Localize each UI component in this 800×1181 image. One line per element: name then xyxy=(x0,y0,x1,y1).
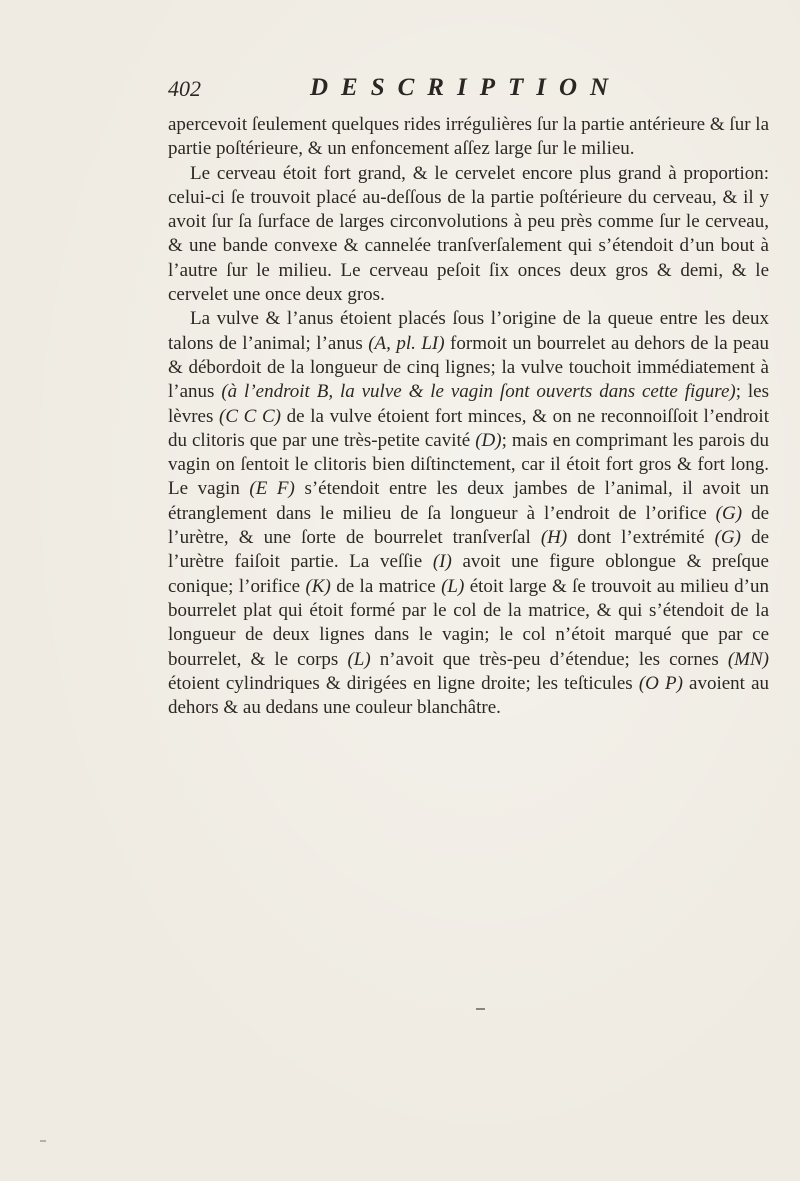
text-run: s’étendoit entre les deux jambes de l’animal, il avoit un étranglement dans le milieu de ſa longueur à l’endroit de l’orifice xyxy=(168,478,769,524)
print-mark xyxy=(476,1008,485,1010)
paragraph-2 xyxy=(168,162,769,308)
figure-reference: (G) xyxy=(715,502,743,524)
figure-reference: (O P) xyxy=(638,672,683,694)
paragraph-3 xyxy=(168,307,769,720)
text-run: avoient au dehors & au dedans une couleur blanchâtre. xyxy=(168,672,770,719)
figure-reference: (C C C) xyxy=(219,405,282,427)
corner-mark xyxy=(40,1140,46,1142)
text-run: n’avoit que très-peu d’étendue; les cornes xyxy=(370,648,728,670)
figure-reference: (L) xyxy=(347,648,371,670)
text-run: formoit un bourrelet au dehors de la peau & débordoit de la longueur de cinq lignes; la vulve touchoit immédiatement à l’anus xyxy=(168,332,770,403)
text-run: étoit large & ſe trouvoit au milieu d’un bourrelet plat qui étoit formé par le col de la matrice, & qui s’étendoit de la longueur de deux lignes dans le vagin; le col n’étoit marqué que par ce bourrelet, & le corps xyxy=(168,575,769,670)
figure-reference: (D) xyxy=(475,429,502,451)
text-run: ; mais en comprimant les parois du vagin on ſentoit le clitoris bien diſtinctement, car il étoit fort gros & fort long. Le vagin xyxy=(168,429,769,500)
figure-reference: (E F) xyxy=(249,478,295,500)
paragraph-1 xyxy=(168,113,769,162)
text-run: de l’urètre, & une ſorte de bourrelet tranſverſal xyxy=(168,502,770,549)
body-text xyxy=(168,113,769,720)
text-run: ; les lèvres xyxy=(168,381,770,427)
figure-reference: (MN) xyxy=(727,648,769,670)
figure-reference: (I) xyxy=(432,551,452,573)
text-run: de l’urètre faiſoit partie. La veſſie xyxy=(168,527,769,573)
page-header xyxy=(168,74,768,108)
figure-reference: (G) xyxy=(714,527,741,549)
figure-reference: (L) xyxy=(441,575,465,597)
figure-reference: (K) xyxy=(305,575,331,597)
page-number: 402 xyxy=(168,76,201,101)
text-run: de la vulve étoient fort minces, & on ne reconnoiſſoit l’endroit du clitoris que par une très-petite cavité xyxy=(168,405,769,451)
figure-reference: (à l’endroit B, la vulve & le vagin ſont ouverts dans cette figure) xyxy=(221,381,736,403)
text-run: apercevoit ſeulement quelques rides irrégulières ſur la partie antérieure & ſur la partie poſtérieure, & un enfoncement aſſez large ſur le milieu. xyxy=(168,114,769,160)
figure-reference: (A, pl. LI) xyxy=(368,332,445,354)
text-run: avoit une figure oblongue & preſque conique; l’orifice xyxy=(168,551,769,597)
running-title: DESCRIPTION xyxy=(310,74,622,101)
text-run: étoient cylindriques & dirigées en ligne droite; les teſticules xyxy=(168,672,639,694)
text-run: Le cerveau étoit fort grand, & le cervelet encore plus grand à proportion: celui-ci ſe trouvoit placé au-deſſous de la partie poſtérieure du cerveau, & il y avoit ſur ſa ſurface de larges circonvolutions à peu près comme ſur le cerveau, & une bande convexe & cannelée tranſverſalement qui s’étendoit d’un bout à l’autre ſur le milieu. Le cerveau peſoit ſix onces deux gros & demi, & le cervelet une once deux gros. xyxy=(168,162,769,306)
figure-reference: (H) xyxy=(540,527,568,549)
text-run: de la matrice xyxy=(330,575,442,597)
text-run: dont l’extrémité xyxy=(567,527,715,549)
text-run: La vulve & l’anus étoient placés ſous l’origine de la queue entre les deux talons de l’animal; l’anus xyxy=(168,308,769,354)
